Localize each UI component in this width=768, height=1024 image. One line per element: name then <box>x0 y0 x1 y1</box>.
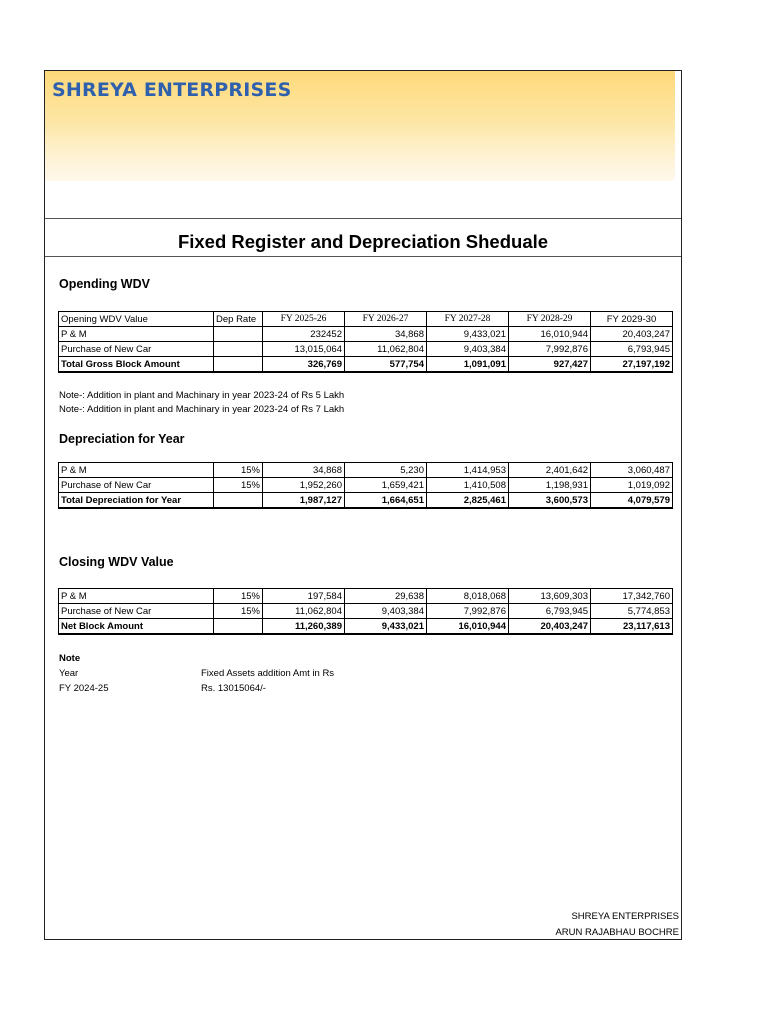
value-cell: 6,793,945 <box>591 342 673 357</box>
row-label: Total Gross Block Amount <box>59 357 214 373</box>
page-title: Fixed Register and Depreciation Sheduale <box>177 231 549 252</box>
header-cell: FY 2029-30 <box>591 312 673 327</box>
value-cell: 13,015,064 <box>263 342 345 357</box>
header-cell: Dep Rate <box>214 312 263 327</box>
header-banner <box>45 71 675 181</box>
value-cell: 9,403,384 <box>427 342 509 357</box>
value-cell: 927,427 <box>509 357 591 373</box>
value-cell: 4,079,579 <box>591 493 673 509</box>
row-label: Total Depreciation for Year <box>59 493 214 509</box>
header-cell: FY 2028-29 <box>509 312 591 327</box>
footnote-amount-label: Fixed Assets addition Amt in Rs <box>201 668 335 679</box>
footnote-heading: Note <box>59 653 81 664</box>
value-cell: 1,659,421 <box>345 478 427 493</box>
value-cell: 11,062,804 <box>263 604 345 619</box>
table-row <box>59 327 673 342</box>
value-cell: 326,769 <box>263 357 345 373</box>
value-cell: 1,410,508 <box>427 478 509 493</box>
row-label: Purchase of New Car <box>59 342 214 357</box>
value-cell: 29,638 <box>345 589 427 604</box>
value-cell: 34,868 <box>345 327 427 342</box>
value-cell: 16,010,944 <box>509 327 591 342</box>
value-cell: 34,868 <box>263 463 345 478</box>
value-cell: 11,260,389 <box>263 619 345 635</box>
value-cell: 13,609,303 <box>509 589 591 604</box>
value-cell: 3,060,487 <box>591 463 673 478</box>
depreciation-table <box>58 462 673 509</box>
value-cell: 5,774,853 <box>591 604 673 619</box>
opening-wdv-table <box>58 311 673 373</box>
section-heading-depreciation: Depreciation for Year <box>59 432 185 446</box>
value-cell: 8,018,068 <box>427 589 509 604</box>
dep-rate-cell <box>214 327 263 342</box>
note-line: Note-: Addition in plant and Machinary in year 2023-24 of Rs 5 Lakh <box>59 390 345 401</box>
value-cell: 1,414,953 <box>427 463 509 478</box>
value-cell: 1,952,260 <box>263 478 345 493</box>
dep-rate-cell <box>214 357 263 373</box>
value-cell: 5,230 <box>345 463 427 478</box>
table-row <box>59 604 673 619</box>
value-cell: 7,992,876 <box>509 342 591 357</box>
value-cell: 9,403,384 <box>345 604 427 619</box>
value-cell: 16,010,944 <box>427 619 509 635</box>
row-label: Purchase of New Car <box>59 604 214 619</box>
signature-name: ARUN RAJABHAU BOCHRE <box>555 927 679 938</box>
row-label: Purchase of New Car <box>59 478 214 493</box>
value-cell: 23,117,613 <box>591 619 673 635</box>
value-cell: 9,433,021 <box>345 619 427 635</box>
table-row <box>59 463 673 478</box>
value-cell: 1,198,931 <box>509 478 591 493</box>
row-label: P & M <box>59 327 214 342</box>
value-cell: 232452 <box>263 327 345 342</box>
table-row <box>59 342 673 357</box>
value-cell: 2,401,642 <box>509 463 591 478</box>
dep-rate-cell: 15% <box>214 589 263 604</box>
value-cell: 3,600,573 <box>509 493 591 509</box>
value-cell: 7,992,876 <box>427 604 509 619</box>
value-cell: 197,584 <box>263 589 345 604</box>
value-cell: 6,793,945 <box>509 604 591 619</box>
value-cell: 1,091,091 <box>427 357 509 373</box>
document-page <box>44 70 682 940</box>
dep-rate-cell <box>214 619 263 635</box>
value-cell: 20,403,247 <box>509 619 591 635</box>
divider <box>45 218 681 219</box>
value-cell: 1,987,127 <box>263 493 345 509</box>
footnote-year-value: FY 2024-25 <box>59 683 109 694</box>
signature-company: SHREYA ENTERPRISES <box>571 911 679 922</box>
dep-rate-cell <box>214 493 263 509</box>
dep-rate-cell: 15% <box>214 478 263 493</box>
dep-rate-cell: 15% <box>214 463 263 478</box>
row-label: P & M <box>59 463 214 478</box>
value-cell: 577,754 <box>345 357 427 373</box>
dep-rate-cell <box>214 342 263 357</box>
value-cell: 1,019,092 <box>591 478 673 493</box>
footnote-row <box>59 666 334 681</box>
total-row <box>59 493 673 509</box>
header-cell: FY 2026-27 <box>345 312 427 327</box>
table-row <box>59 589 673 604</box>
footnote-block <box>59 651 334 696</box>
footnote-amount-value: Rs. 13015064/- <box>201 683 266 694</box>
header-cell: FY 2027-28 <box>427 312 509 327</box>
total-row <box>59 619 673 635</box>
row-label: P & M <box>59 589 214 604</box>
value-cell: 11,062,804 <box>345 342 427 357</box>
table-header-row <box>59 312 673 327</box>
footnote-row <box>59 681 334 696</box>
company-name: SHREYA ENTERPRISES <box>52 79 292 101</box>
value-cell: 2,825,461 <box>427 493 509 509</box>
header-cell: FY 2025-26 <box>263 312 345 327</box>
note-line: Note-: Addition in plant and Machinary in year 2023-24 of Rs 7 Lakh <box>59 404 345 415</box>
section-heading-closing: Closing WDV Value <box>59 555 174 569</box>
value-cell: 17,342,760 <box>591 589 673 604</box>
divider <box>45 256 681 257</box>
value-cell: 27,197,192 <box>591 357 673 373</box>
footnote-year-label: Year <box>59 668 79 679</box>
value-cell: 9,433,021 <box>427 327 509 342</box>
closing-wdv-table <box>58 588 673 635</box>
dep-rate-cell: 15% <box>214 604 263 619</box>
row-label: Net Block Amount <box>59 619 214 635</box>
value-cell: 1,664,651 <box>345 493 427 509</box>
section-heading-opening: Opending WDV <box>59 277 150 291</box>
header-cell: Opening WDV Value <box>59 312 214 327</box>
total-row <box>59 357 673 373</box>
table-row <box>59 478 673 493</box>
value-cell: 20,403,247 <box>591 327 673 342</box>
